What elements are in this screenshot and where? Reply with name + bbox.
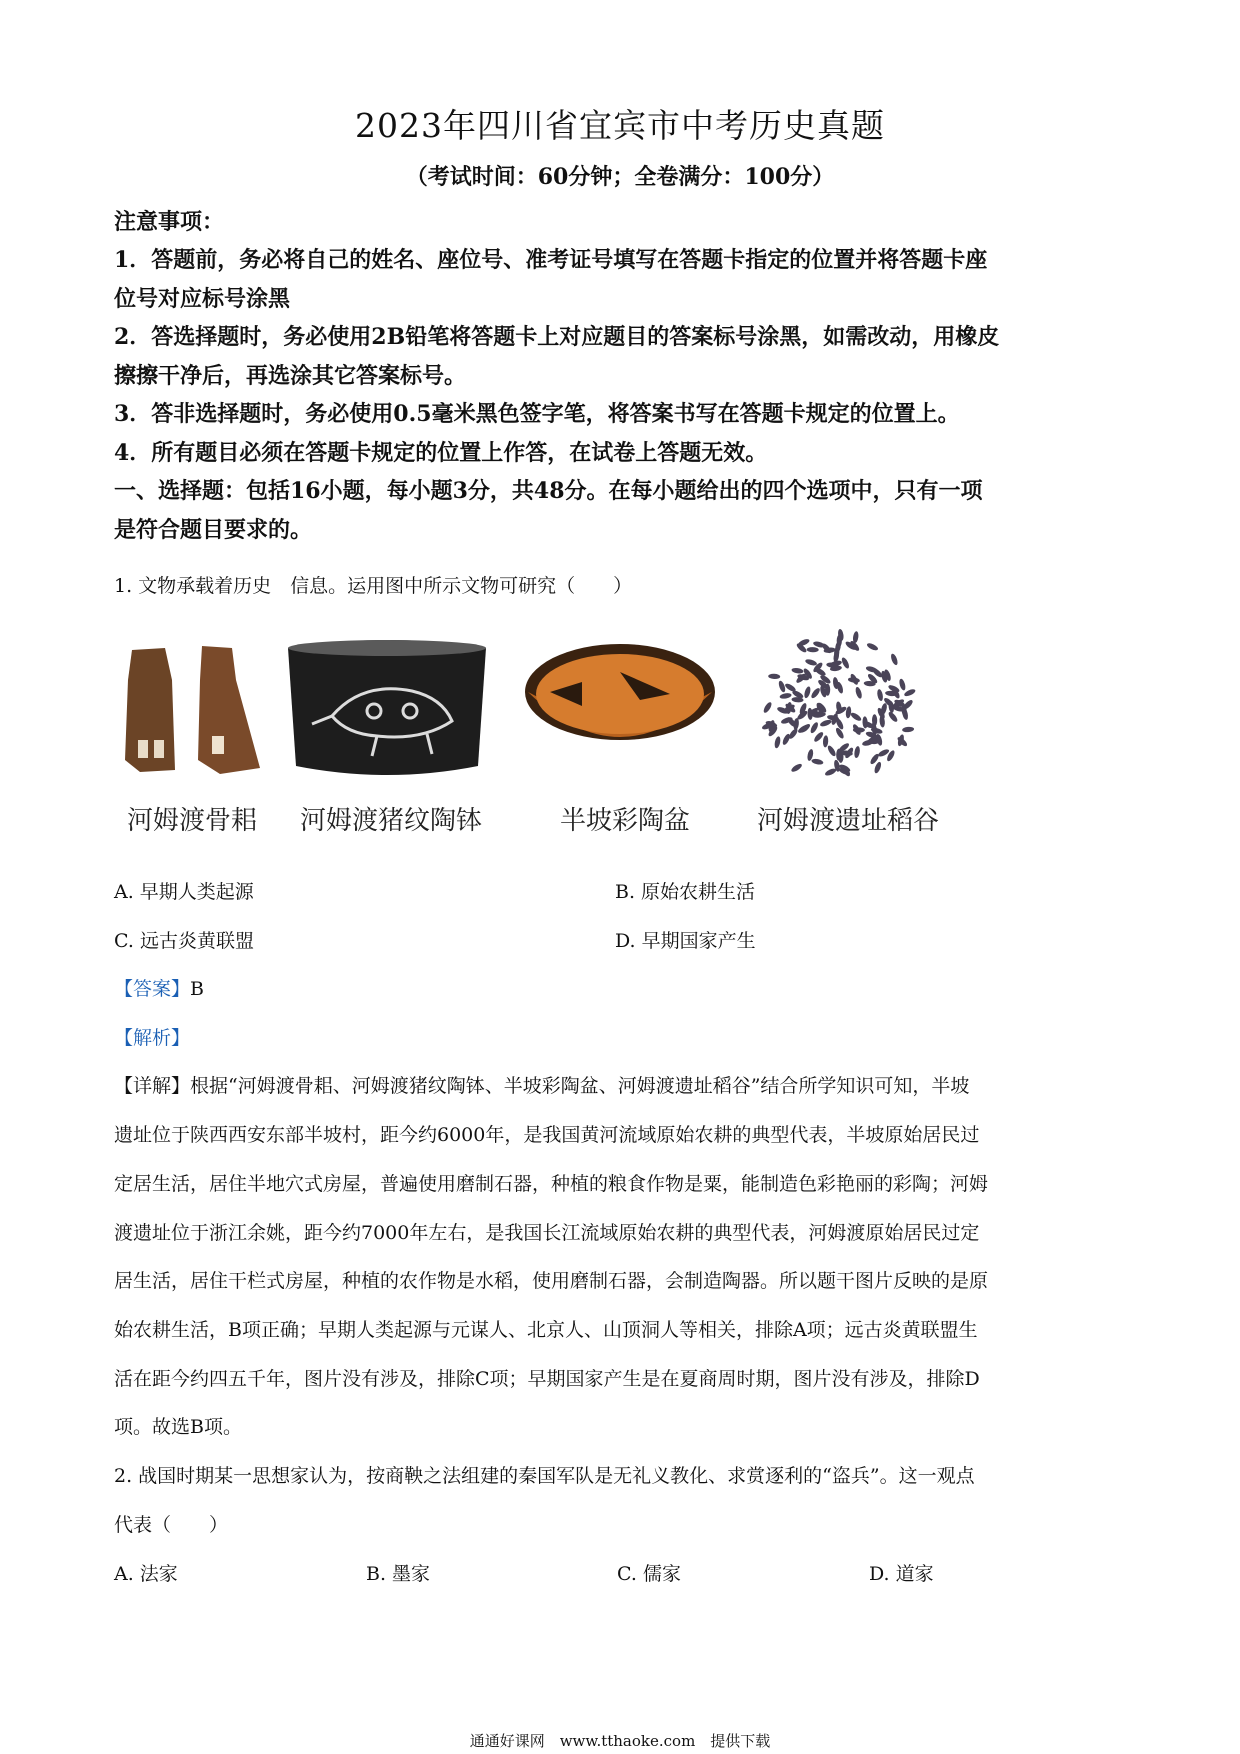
- option-c: C. 远古炎黄联盟: [114, 930, 254, 952]
- rice-grain: [793, 718, 800, 731]
- notice-item: 2．答选择题时，务必使用2B铅笔将答题卡上对应题目的答案标号涂黑，如需改动，用橡皮: [114, 324, 1000, 350]
- rice-grain: [803, 686, 811, 699]
- detail-line: 遗址位于陕西西安东部半坡村，距今约6000年，是我国黄河流域原始农耕的典型代表，半坡原始居民过: [114, 1124, 980, 1146]
- option-b: B. 原始农耕生活: [615, 881, 756, 903]
- detail-line: 渡遗址位于浙江余姚，距今约7000年左右，是我国长江流域原始农耕的典型代表，河姆渡原始居民过定: [114, 1222, 980, 1244]
- rice-grain: [819, 719, 832, 728]
- bone-spade-image: [120, 640, 270, 780]
- analysis-label: 【解析】: [114, 1027, 191, 1049]
- rice-grain: [903, 688, 916, 698]
- artifact-caption: 半坡彩陶盆: [560, 806, 691, 836]
- page-title: 2023年四川省宜宾市中考历史真题: [355, 106, 885, 145]
- option-b: B. 墨家: [366, 1563, 431, 1585]
- notice-item: 4．所有题目必须在答题卡规定的位置上作答，在试卷上答题无效。: [114, 440, 768, 466]
- notice-item: 1．答题前，务必将自己的姓名、座位号、准考证号填写在答题卡指定的位置并将答题卡座: [114, 247, 988, 273]
- detail-line: 定居生活，居住半地穴式房屋，普遍使用磨制石器，种植的粮食作物是粟，能制造色彩艳丽的彩陶；河姆: [114, 1173, 989, 1195]
- rice-grain: [805, 658, 818, 666]
- detail-line: 居生活，居住干栏式房屋，种植的农作物是水稻，使用磨制石器，会制造陶器。所以题干图片反映的是原: [114, 1270, 989, 1292]
- option-d: D. 早期国家产生: [615, 930, 756, 952]
- artifact-caption: 河姆渡遗址稻谷: [757, 806, 940, 836]
- answer-label: 【答案】: [114, 978, 191, 1000]
- rice-grain: [876, 689, 883, 702]
- option-a: A. 法家: [114, 1563, 178, 1585]
- option-c: C. 儒家: [617, 1563, 681, 1585]
- rice-grain: [850, 711, 863, 722]
- detail-line: 活在距今约四五千年，图片没有涉及，排除C项；早期国家产生是在夏商周时期，图片没有涉及，排除D: [114, 1368, 980, 1390]
- question-2-stem: 代表（ ）: [114, 1514, 229, 1536]
- artifact-caption: 河姆渡骨耜: [127, 806, 258, 836]
- painted-pottery-basin-image: [520, 632, 720, 782]
- notice-item: 位号对应标号涂黑: [114, 286, 291, 312]
- rice-grain: [866, 642, 879, 652]
- rice-grain: [813, 731, 825, 743]
- rice-grain: [778, 680, 787, 693]
- rice-grain: [774, 736, 782, 749]
- rice-grain: [824, 767, 837, 777]
- rice-grain: [768, 673, 780, 679]
- footer: 通通好课网 www.tthaoke.com 提供下载: [469, 1732, 771, 1750]
- rice-grain: [890, 653, 899, 666]
- question-1-stem: 1. 文物承载着历史 信息。运用图中所示文物可研究（ ）: [114, 575, 633, 597]
- detail-line: 【详解】根据“河姆渡骨耜、河姆渡猪纹陶钵、半坡彩陶盆、河姆渡遗址稻谷”结合所学知识可知，半坡: [114, 1075, 970, 1097]
- rice-grain: [854, 746, 861, 759]
- answer-line: [114, 974, 204, 1001]
- detail-line: 项。故选B项。: [114, 1416, 242, 1438]
- option-a: A. 早期人类起源: [114, 881, 254, 903]
- rice-grains-image: [752, 625, 927, 790]
- notice-item: 3．答非选择题时，务必使用0.5毫米黑色签字笔，将答案书写在答题卡规定的位置上。: [114, 401, 960, 427]
- rice-grain: [779, 692, 792, 699]
- rice-grain: [762, 701, 773, 714]
- rice-grain: [834, 727, 845, 740]
- rice-grain: [902, 726, 914, 732]
- notice-heading: 注意事项：: [114, 209, 225, 235]
- rice-grain: [840, 656, 850, 669]
- section-heading: 一、选择题：包括16小题，每小题3分，共48分。在每小题给出的四个选项中，只有一项: [114, 478, 983, 504]
- rice-grain: [809, 721, 819, 734]
- rice-grain: [811, 758, 824, 765]
- answer-value: B: [190, 978, 204, 1000]
- rice-grain: [823, 735, 829, 747]
- rice-grain: [810, 687, 821, 700]
- artifact-caption: 河姆渡猪纹陶钵: [300, 806, 483, 836]
- rice-grain: [887, 711, 899, 724]
- rice-grain: [791, 667, 804, 674]
- pig-pattern-bowl-image: [282, 636, 492, 786]
- rice-grain: [790, 762, 803, 773]
- exam-info: （考试时间：60分钟；全卷满分：100分）: [405, 164, 835, 190]
- question-2-stem: 2. 战国时期某一思想家认为，按商鞅之法组建的秦国军队是无礼义教化、求赏逐利的“盗兵”。这一观点: [114, 1465, 975, 1487]
- rice-grain: [898, 678, 906, 691]
- detail-line: 始农耕生活，B项正确；早期人类起源与元谋人、北京人、山顶洞人等相关，排除A项；远古炎黄联盟生: [114, 1319, 978, 1341]
- rice-grain: [807, 647, 819, 653]
- rice-grain: [826, 744, 837, 757]
- rice-grain: [854, 686, 862, 699]
- rice-grain: [873, 761, 882, 774]
- section-heading: 是符合题目要求的。: [114, 517, 313, 543]
- notice-item: 擦擦干净后，再选涂其它答案标号。: [114, 363, 467, 389]
- option-d: D. 道家: [869, 1563, 934, 1585]
